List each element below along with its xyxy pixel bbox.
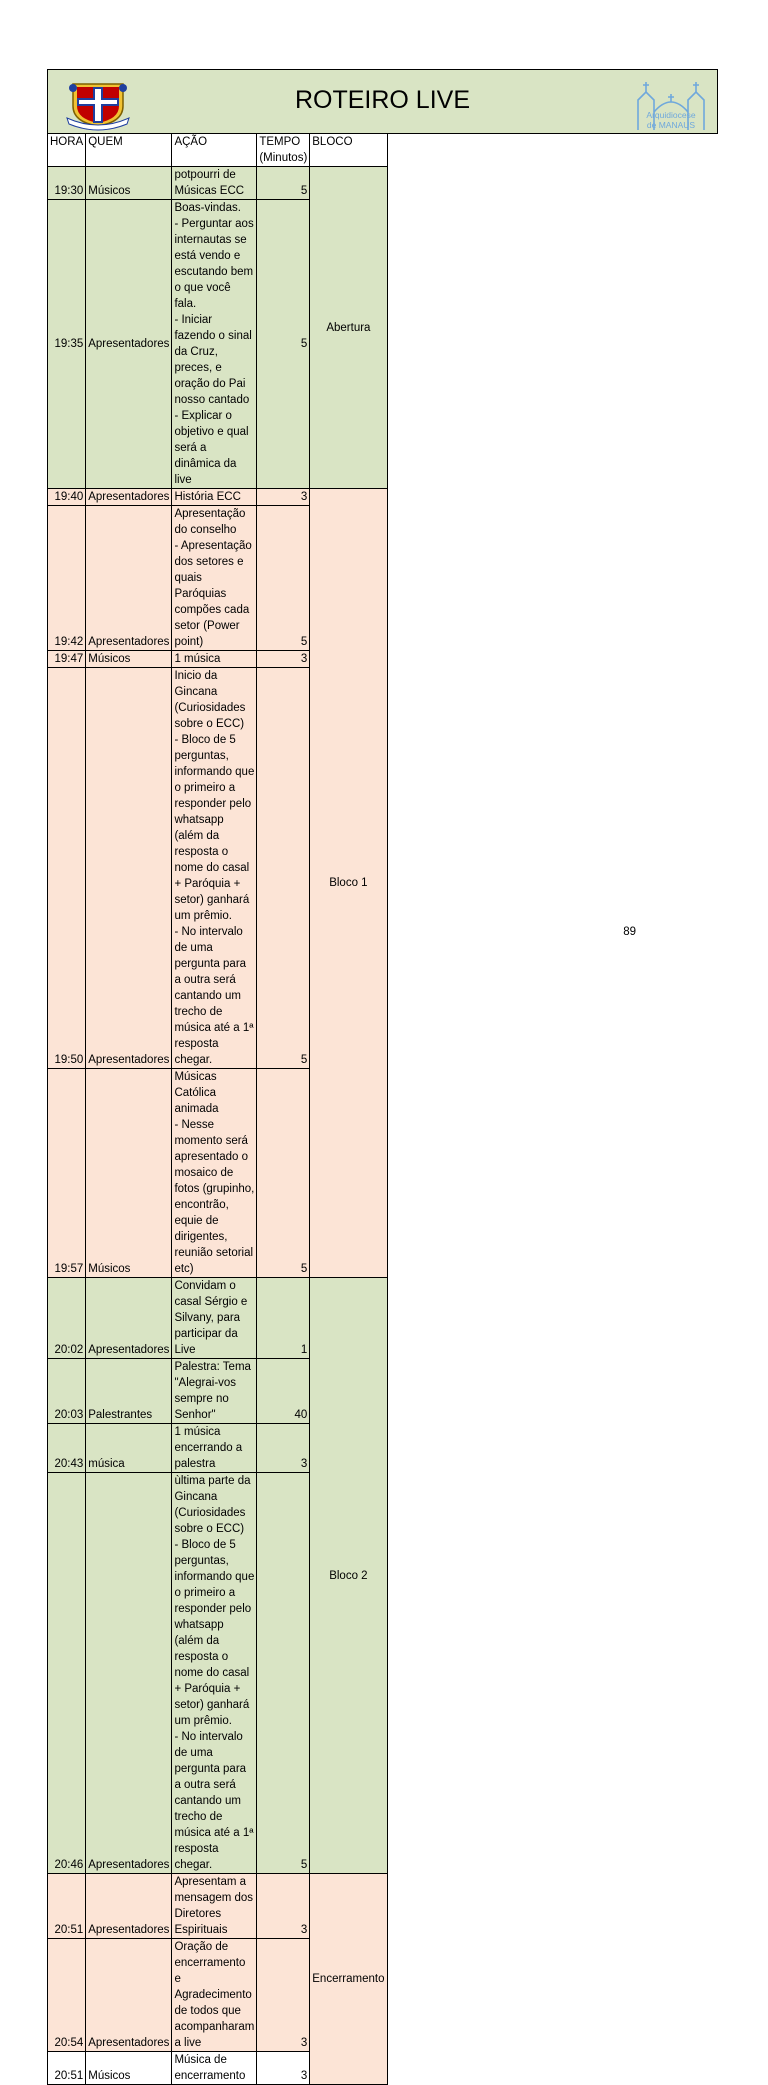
arquidiocese-manaus-logo bbox=[634, 78, 708, 132]
schedule-table bbox=[47, 133, 388, 2085]
hora-cell: 19:50 bbox=[48, 668, 86, 1069]
acao-cell: 1 música encerrando a palestra bbox=[172, 1424, 257, 1473]
acao-cell: Palestra: Tema "Alegrai-vos sempre no Senhor" bbox=[172, 1359, 257, 1424]
quem-cell: Apresentadores bbox=[86, 506, 172, 651]
tempo-cell: 3 bbox=[257, 2052, 310, 2085]
hora-cell: 19:47 bbox=[48, 651, 86, 668]
tempo-cell: 5 bbox=[257, 200, 310, 489]
tempo-cell: 3 bbox=[257, 651, 310, 668]
table-row bbox=[48, 489, 388, 506]
bloco-2: Bloco 2 bbox=[310, 1278, 387, 1874]
page-title: ROTEIRO LIVE bbox=[294, 86, 471, 114]
table-row bbox=[48, 167, 388, 200]
tempo-cell: 3 bbox=[257, 489, 310, 506]
tempo-cell: 5 bbox=[257, 167, 310, 200]
acao-cell: Apresentação do conselho - Apresentação dos setores e quais Paróquias compões cada setor (Power point) bbox=[172, 506, 257, 651]
tempo-cell: 3 bbox=[257, 1424, 310, 1473]
hora-cell: 19:42 bbox=[48, 506, 86, 651]
hora-cell: 20:46 bbox=[48, 1473, 86, 1874]
quem-cell: Músicos bbox=[86, 651, 172, 668]
header-row bbox=[48, 134, 388, 167]
tempo-cell: 40 bbox=[257, 1359, 310, 1424]
header-bloco: BLOCO bbox=[310, 134, 387, 167]
tempo-cell: 3 bbox=[257, 1939, 310, 2052]
hora-cell: 20:54 bbox=[48, 1939, 86, 2052]
acao-cell: Músicas Católica animada - Nesse momento será apresentado o mosaico de fotos (grupinho, encontrão, equie de dirigentes, reunião setorial etc) bbox=[172, 1069, 257, 1278]
svg-text:Arquidiocese: Arquidiocese bbox=[646, 110, 696, 120]
hora-cell: 20:51 bbox=[48, 2052, 86, 2085]
acao-cell: História ECC bbox=[172, 489, 257, 506]
tempo-cell: 5 bbox=[257, 1069, 310, 1278]
quem-cell: Palestrantes bbox=[86, 1359, 172, 1424]
quem-cell: música bbox=[86, 1424, 172, 1473]
tempo-cell: 3 bbox=[257, 1874, 310, 1939]
acao-cell: Boas-vindas. - Perguntar aos internautas se está vendo e escutando bem o que você fala. - Iniciar fazendo o sinal da Cruz, preces, e oração do Pai nosso cantado - Explicar o objetivo e qual será a dinâmica da live bbox=[172, 200, 257, 489]
table-row bbox=[48, 1874, 388, 1939]
table-row bbox=[48, 1278, 388, 1359]
quem-cell: Músicos bbox=[86, 167, 172, 200]
quem-cell: Músicos bbox=[86, 2052, 172, 2085]
total-partial: 89 bbox=[623, 926, 636, 938]
quem-cell: Apresentadores bbox=[86, 1874, 172, 1939]
hora-cell: 19:30 bbox=[48, 167, 86, 200]
header-acao: AÇÃO bbox=[172, 134, 257, 167]
bloco-encerramento: Encerramento bbox=[310, 1874, 387, 2085]
acao-cell: Oração de encerramento e Agradecimento de todos que acompanharam a live bbox=[172, 1939, 257, 2052]
quem-cell: Apresentadores bbox=[86, 200, 172, 489]
hora-cell: 19:40 bbox=[48, 489, 86, 506]
quem-cell: Apresentadores bbox=[86, 1939, 172, 2052]
hora-cell: 20:43 bbox=[48, 1424, 86, 1473]
tempo-cell: 5 bbox=[257, 668, 310, 1069]
acao-cell: Inicio da Gincana (Curiosidades sobre o ECC) - Bloco de 5 perguntas, informando que o primeiro a responder pelo whatsapp (além da resposta o nome do casal + Paróquia + setor) ganhará um prêmio. - No intervalo de uma pergunta para a outra será cantando um trecho de música até a 1ª resposta chegar. bbox=[172, 668, 257, 1069]
hora-cell: 19:35 bbox=[48, 200, 86, 489]
quem-cell: Apresentadores bbox=[86, 1473, 172, 1874]
tempo-cell: 1 bbox=[257, 1278, 310, 1359]
svg-text:de MANAUS: de MANAUS bbox=[646, 120, 696, 130]
title-banner bbox=[47, 69, 718, 134]
hora-cell: 20:03 bbox=[48, 1359, 86, 1424]
bloco-abertura: Abertura bbox=[310, 167, 387, 489]
acao-cell: 1 música bbox=[172, 651, 257, 668]
acao-cell: potpourri de Músicas ECC bbox=[172, 167, 257, 200]
hora-cell: 19:57 bbox=[48, 1069, 86, 1278]
tempo-cell: 5 bbox=[257, 506, 310, 651]
quem-cell: Apresentadores bbox=[86, 668, 172, 1069]
acao-cell: Apresentam a mensagem dos Diretores Espirituais bbox=[172, 1874, 257, 1939]
header-hora: HORA bbox=[48, 134, 86, 167]
hora-cell: 20:51 bbox=[48, 1874, 86, 1939]
header-tempo: TEMPO (Minutos) bbox=[257, 134, 310, 167]
tempo-cell: 5 bbox=[257, 1473, 310, 1874]
acao-cell: Convidam o casal Sérgio e Silvany, para participar da Live bbox=[172, 1278, 257, 1359]
quem-cell: Apresentadores bbox=[86, 1278, 172, 1359]
quem-cell: Músicos bbox=[86, 1069, 172, 1278]
acao-cell: ùltima parte da Gincana (Curiosidades sobre o ECC) - Bloco de 5 perguntas, informando que o primeiro a responder pelo whatsapp (além da resposta o nome do casal + Paróquia + setor) ganhará um prêmio. - No intervalo de uma pergunta para a outra será cantando um trecho de música até a 1ª resposta chegar. bbox=[172, 1473, 257, 1874]
bloco-1: Bloco 1 bbox=[310, 489, 387, 1278]
quem-cell: Apresentadores bbox=[86, 489, 172, 506]
hora-cell: 20:02 bbox=[48, 1278, 86, 1359]
header-quem: QUEM bbox=[86, 134, 172, 167]
acao-cell: Música de encerramento bbox=[172, 2052, 257, 2085]
